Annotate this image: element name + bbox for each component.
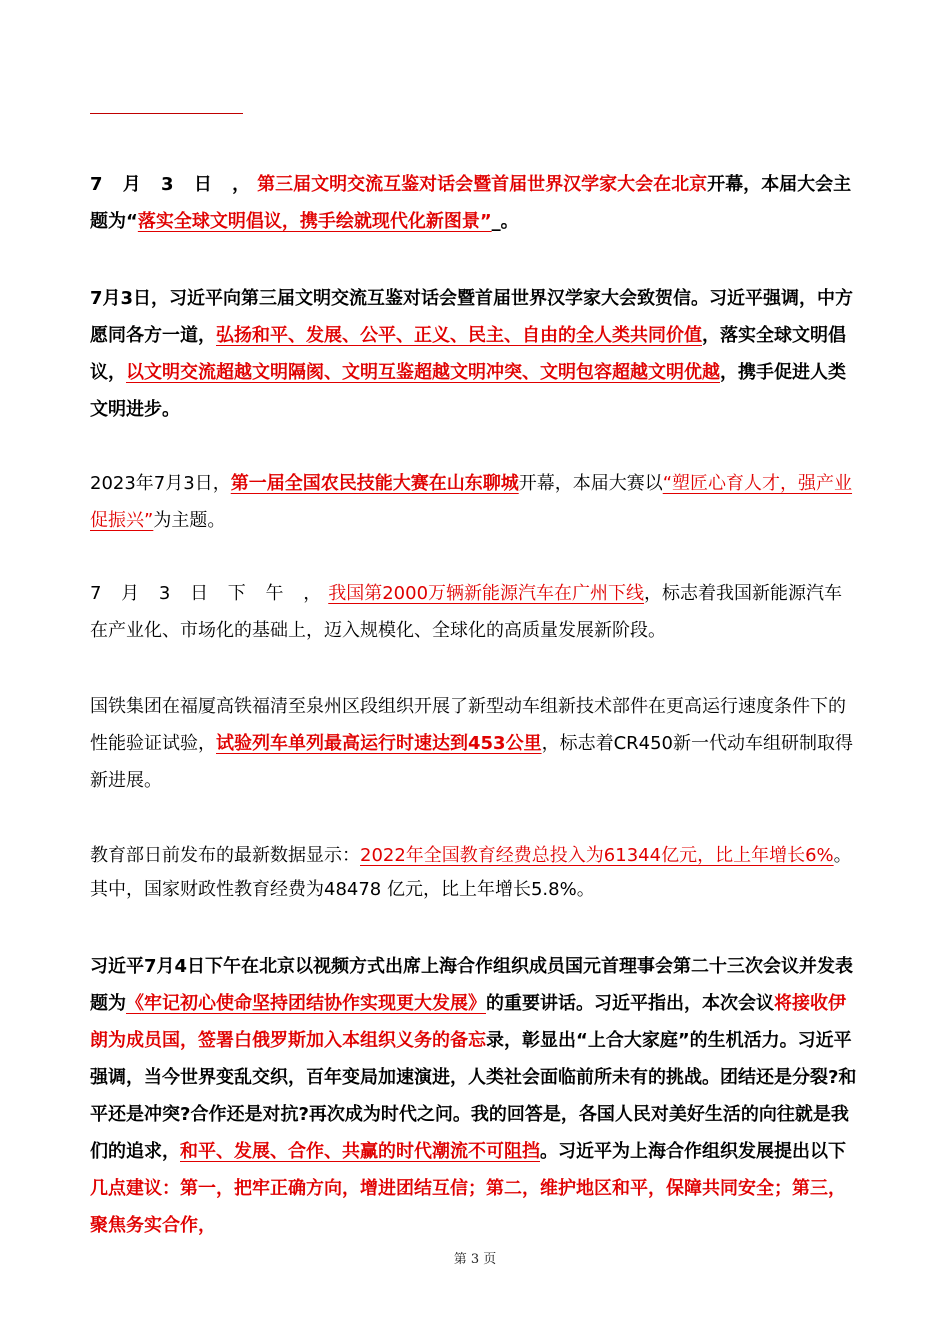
highlight-education-investment: 2022年全国教育经费总投入为61344亿元，比上年增长6%: [360, 845, 834, 866]
body-text: ，携手促进人类文明进步。: [90, 362, 846, 420]
body-text: _。: [491, 211, 519, 232]
body-text: 为主题。: [153, 510, 226, 531]
body-text: 教育部日前发布的最新数据显示：: [90, 845, 360, 866]
body-text: 。其中，国家财政性教育经费为48478 亿元，比上年增长5.8%。: [90, 845, 852, 900]
paragraph-new-energy-vehicles: [90, 575, 860, 649]
paragraph-education-funding: [90, 839, 860, 907]
date-text: 7 月 3 日 ，: [90, 174, 258, 195]
highlight-proposals: 几点建议：第一，把牢正确方向，增进团结互信；第二，维护地区和平，保障共同安全；第三，聚焦务实合作，: [90, 1178, 846, 1236]
date-text: 7 月 3 日 下 午 ，: [90, 583, 329, 604]
highlight-theme: 落实全球文明倡议，携手绘就现代化新图景”: [137, 211, 492, 232]
body-text: 的重要讲话。习近平指出，本次会议: [486, 993, 774, 1014]
body-text: 录，彰显出“上合大家庭”的生机活力。习近平强调，当今世界变乱交织，百年变局加速演进，人类社会面临前所未有的挑战。团结还是分裂?和平还是冲突?合作还是对抗?再次成为时代之问。我的回答是，各国人民对美好生活的向往就是我们的追求，: [90, 1030, 857, 1162]
page-number: 第 3 页: [453, 1252, 497, 1267]
paragraph-farmer-skills: [90, 465, 860, 539]
body-text: 开幕，本届大赛以: [518, 473, 663, 494]
highlight-competition: 第一届全国农民技能大赛在山东聊城: [230, 473, 519, 494]
highlight-civilization-exchange: 以文明交流超越文明隔阂、文明互鉴超越文明冲突、文明包容超越文明优越: [126, 362, 720, 383]
highlight-new-members: 将接收伊朗为成员国，签署白俄罗斯加入本组织义务的备忘: [90, 993, 846, 1051]
body-text: ，标志着CR450新一代动车组研制取得新进展。: [90, 733, 854, 791]
highlight-common-values: 弘扬和平、发展、公平、正义、民主、自由的全人类共同价值: [216, 325, 702, 346]
paragraph-congratulatory-letter: [90, 280, 860, 428]
highlight-speech-title: 《牢记初心使命坚持团结协作实现更大发展》: [126, 993, 486, 1014]
body-text: 。习近平为上海合作组织发展提出以下: [540, 1141, 846, 1162]
body-text: 开幕，本届大会主题为“: [90, 174, 852, 232]
paragraph-sco-summit: [90, 948, 860, 1244]
paragraph-civilization-dialogue: [90, 166, 860, 240]
highlight-train-speed: 试验列车单列最高运行时速达到453公里: [216, 733, 542, 754]
highlight-trend-of-times: 和平、发展、合作、共赢的时代潮流不可阻挡: [180, 1141, 540, 1162]
body-text: 国铁集团在福厦高铁福清至泉州区段组织开展了新型动车组新技术部件在更高运行速度条件下的性能验证试验，: [90, 696, 846, 754]
highlight-vehicle-milestone: 我国第2000万辆新能源汽车在广州下线: [328, 583, 645, 604]
body-text: ，标志着我国新能源汽车在产业化、市场化的基础上，迈入规模化、全球化的高质量发展新阶段。: [90, 583, 843, 641]
body-text: ，落实全球文明倡议，: [90, 325, 846, 383]
highlight-competition-theme: “塑匠心育人才，强产业促振兴”: [90, 473, 853, 531]
highlight-event: 第三届文明交流互鉴对话会暨首届世界汉学家大会在北京: [257, 174, 708, 195]
body-text: 习近平7月4日下午在北京以视频方式出席上海合作组织成员国元首理事会第二十三次会议并发表题为: [90, 956, 854, 1014]
body-text: 2023年7月3日，: [90, 473, 231, 494]
top-red-rule: [90, 113, 243, 114]
paragraph-high-speed-rail: [90, 688, 860, 799]
body-text: 7月3日，习近平向第三届文明交流互鉴对话会暨首届世界汉学家大会致贺信。习近平强调，中方愿同各方一道，: [90, 288, 854, 346]
